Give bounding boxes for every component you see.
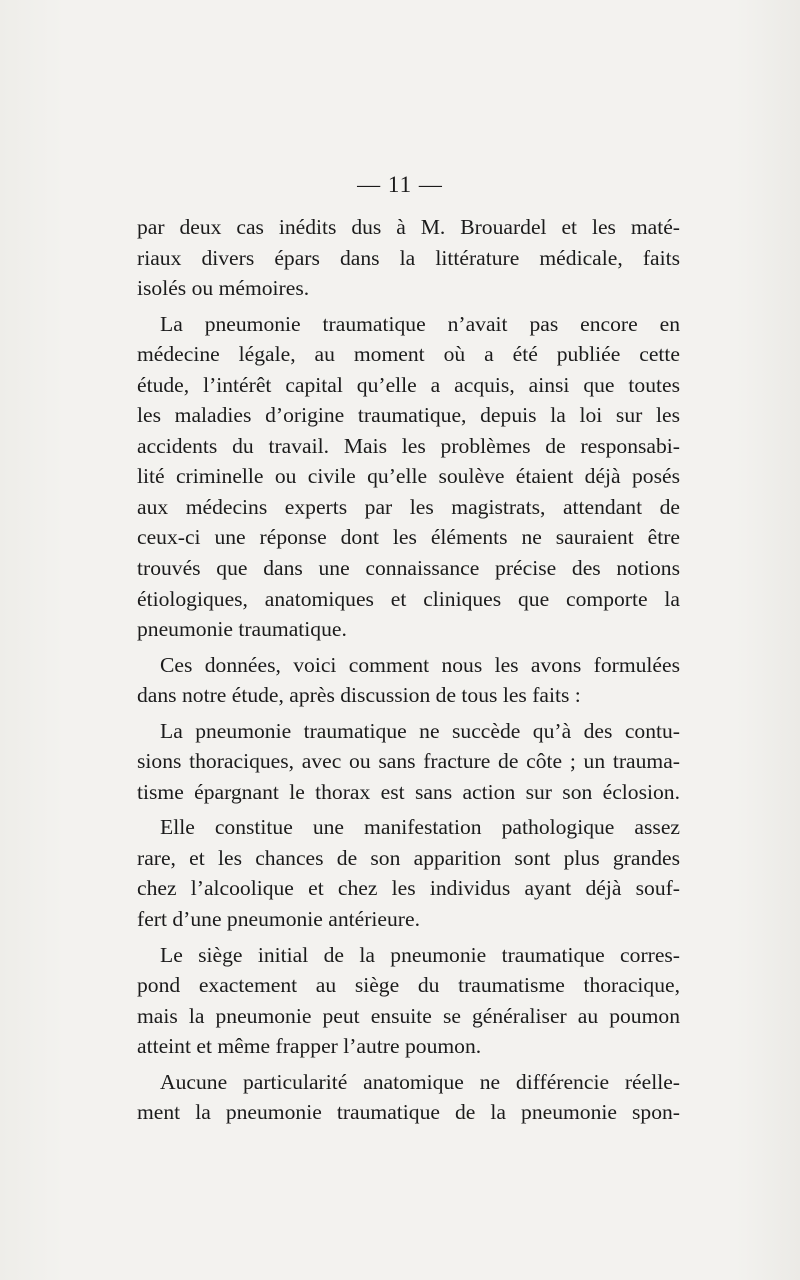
text-line: La pneumonie traumatique ne succède qu’à des contu-	[160, 718, 680, 743]
text-line: mais la pneumonie peut ensuite se généraliser au poumon	[137, 1003, 680, 1028]
text-line: fert d’une pneumonie antérieure.	[137, 907, 420, 932]
text-line: Le siège initial de la pneumonie traumatique corres-	[160, 942, 680, 967]
paragraph	[137, 1067, 680, 1128]
text-line: par deux cas inédits dus à M. Brouardel et les maté-	[137, 215, 680, 239]
text-line: chez l’alcoolique et chez les individus ayant déjà souf-	[137, 876, 680, 901]
text-line: tisme épargnant le thorax est sans action sur son éclosion.	[137, 779, 680, 804]
body-text	[137, 212, 680, 1128]
text-line: lité criminelle ou civile qu’elle soulève étaient déjà posés	[137, 464, 680, 489]
text-line: isolés ou mémoires.	[137, 276, 310, 301]
paragraph	[137, 309, 680, 645]
text-line: rare, et les chances de son apparition sont plus grandes	[137, 845, 680, 870]
paragraph	[137, 650, 680, 711]
text-line: aux médecins experts par les magistrats, attendant de	[137, 494, 680, 519]
text-line: ment la pneumonie traumatique de la pneumonie spon-	[137, 1100, 680, 1125]
paragraph	[137, 812, 680, 934]
text-line: pneumonie traumatique.	[137, 617, 347, 642]
text-line: médecine légale, au moment où a été publiée cette	[137, 342, 680, 367]
text-line: atteint et même frapper l’autre poumon.	[137, 1034, 482, 1059]
paragraph	[137, 716, 680, 808]
text-line: ceux-ci une réponse dont les éléments ne sauraient être	[137, 525, 680, 550]
text-line: étude, l’intérêt capital qu’elle a acquis, ainsi que toutes	[137, 372, 680, 397]
text-line: riaux divers épars dans la littérature médicale, faits	[137, 245, 680, 270]
text-line: La pneumonie traumatique n’avait pas encore en	[160, 311, 680, 336]
text-line: pond exactement au siège du traumatisme thoracique,	[137, 973, 680, 998]
text-line: sions thoraciques, avec ou sans fracture de côte ; un trauma-	[137, 749, 680, 774]
text-line: Ces données, voici comment nous les avons formulées	[160, 652, 680, 677]
text-line: Elle constitue une manifestation pathologique assez	[160, 815, 680, 840]
text-line: accidents du travail. Mais les problèmes de responsabi-	[137, 433, 680, 458]
text-line: les maladies d’origine traumatique, depuis la loi sur les	[137, 403, 680, 428]
text-line: trouvés que dans une connaissance précise des notions	[137, 556, 680, 581]
page-number: — 11 —	[357, 172, 443, 197]
paragraph	[137, 212, 680, 304]
text-line: dans notre étude, après discussion de tous les faits :	[137, 683, 581, 708]
text-line: étiologiques, anatomiques et cliniques que comporte la	[137, 586, 680, 611]
paragraph	[137, 940, 680, 1062]
text-line: Aucune particularité anatomique ne différencie réelle-	[160, 1069, 680, 1094]
